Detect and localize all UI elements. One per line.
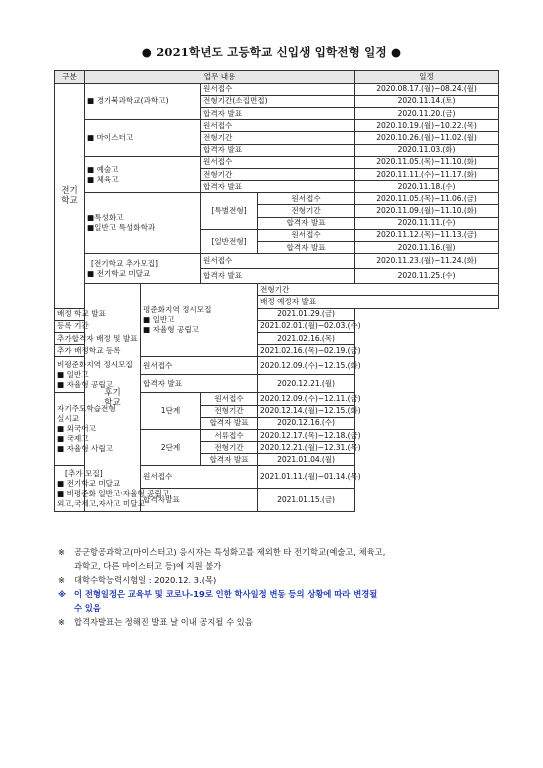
date-cell: 2020.11.12.(목)~11.13.(금) bbox=[355, 229, 499, 241]
notes-section bbox=[58, 545, 498, 629]
task-item: 원서접수 bbox=[258, 193, 355, 205]
group-equalized bbox=[141, 284, 258, 357]
date-cell: 2020.12.21.(월) bbox=[258, 375, 355, 393]
date-cell: 2020.12.16.(수) bbox=[258, 417, 355, 429]
group-meister: ■ 마이스터고 bbox=[85, 120, 201, 157]
note-line: 수 있음 bbox=[74, 603, 101, 613]
date-cell: 2020.10.19.(월)~10.22.(목) bbox=[355, 120, 499, 132]
general-admission-label: [일반전형] bbox=[201, 229, 258, 253]
table-row bbox=[55, 393, 499, 405]
task-item: 합격자 발표 bbox=[201, 454, 258, 466]
table-row bbox=[55, 466, 499, 489]
group-line: ■ 전기학교 미달교 bbox=[87, 268, 151, 278]
task-item: 전형기간 bbox=[201, 132, 355, 144]
note-4 bbox=[58, 615, 498, 629]
task-item: 원서접수 bbox=[141, 357, 258, 375]
table-row bbox=[55, 156, 499, 168]
date-cell: 2020.11.25.(수) bbox=[355, 269, 499, 284]
table-row bbox=[55, 320, 499, 332]
date-cell: 2020.12.21.(월)~12.31.(목) bbox=[258, 442, 355, 454]
date-cell: 2021.02.16.(목)~02.19.(금) bbox=[258, 345, 355, 357]
date-cell: 2020.12.14.(월)~12.15.(화) bbox=[258, 405, 355, 417]
date-cell: 2020.11.03.(화) bbox=[355, 144, 499, 156]
task-item: 전형기간 bbox=[258, 205, 355, 217]
note-line: 과학고, 다른 마이스터고 등)에 지원 불가 bbox=[74, 561, 222, 571]
header-date: 일정 bbox=[355, 71, 499, 84]
note-1 bbox=[58, 545, 498, 573]
group-line: 외고,국제고,자사고 미달교 bbox=[57, 498, 145, 508]
table-row bbox=[55, 120, 499, 132]
group-line: 자기주도학습전형 bbox=[57, 404, 116, 414]
task-item: 전형기간 bbox=[201, 405, 258, 417]
task-item: 전형기간(소집면접) bbox=[201, 95, 355, 107]
group-line: ■ 외국어고 bbox=[57, 424, 96, 434]
date-cell: 2020.10.26.(월)~11.02.(월) bbox=[355, 132, 499, 144]
table-row bbox=[55, 345, 499, 357]
group-line: ■ 자율형 공립고 bbox=[57, 379, 114, 389]
date-cell: 2021.01.15.(금) bbox=[258, 489, 355, 512]
date-cell: 2020.11.11.(수) bbox=[355, 217, 499, 229]
group-line: 평준화지역 정시모집 bbox=[143, 305, 212, 315]
task-item: 배정 예정자 발표 bbox=[258, 296, 499, 308]
note-line: 이 전형일정은 교육부 및 코로나-19로 인한 학사일정 변동 등의 상황에 따라 변경될 bbox=[74, 589, 378, 599]
task-item: 원서접수 bbox=[201, 254, 355, 269]
schedule-table bbox=[54, 70, 499, 512]
task-item: 원서접수 bbox=[201, 83, 355, 95]
date-cell: 2020.11.16.(월) bbox=[355, 242, 499, 254]
group-line: [추가 모집] bbox=[65, 468, 103, 478]
note-3 bbox=[58, 587, 498, 615]
stage-2-label: 2단계 bbox=[141, 429, 201, 466]
date-cell: 2021.01.11.(월)~01.14.(목) bbox=[258, 466, 355, 489]
table-row bbox=[55, 308, 499, 320]
task-item: 전형기간 bbox=[201, 442, 258, 454]
note-mark: ※ bbox=[58, 575, 65, 585]
group-line: ■ 비평준화 일반고·자율형 공립고, bbox=[57, 488, 172, 498]
task-item: 원서접수 bbox=[201, 120, 355, 132]
date-cell: 2021.02.16.(목) bbox=[258, 332, 355, 344]
task-item: 합격자 발표 bbox=[258, 217, 355, 229]
date-cell: 2020.11.18.(수) bbox=[355, 181, 499, 193]
date-cell: 2020.12.17.(목)~12.18.(금) bbox=[258, 429, 355, 441]
header-task: 업무 내용 bbox=[85, 71, 355, 84]
date-cell: 2020.11.05.(목)~11.10.(화) bbox=[355, 156, 499, 168]
note-mark: ※ bbox=[58, 589, 67, 599]
task-item: 전형기간 bbox=[201, 168, 355, 180]
note-line: 대학수학능력시험일 : 2020.12. 3.(목) bbox=[74, 575, 217, 585]
date-cell: 2021.01.29.(금) bbox=[258, 308, 355, 320]
note-line: 공군항공과학고(마이스터고) 응시자는 특성화고를 제외한 타 전기학교(예술고, 체육고, bbox=[74, 547, 386, 557]
task-item: 합격자 발표 bbox=[141, 375, 258, 393]
group-line: ■ 자율형 사립고 bbox=[57, 444, 114, 454]
task-item: 합격자발표 bbox=[141, 489, 258, 512]
group-line: ■ 일반고 bbox=[143, 315, 175, 325]
group-line: 실시교 bbox=[57, 414, 80, 424]
group-self-directed bbox=[55, 393, 141, 466]
date-cell: 2020.12.09.(수)~12.15.(화) bbox=[258, 357, 355, 375]
group-line: ■ 일반고 bbox=[57, 369, 89, 379]
group-line: ■ 전기학교 미달교 bbox=[57, 478, 121, 488]
stage-1-label: 1단계 bbox=[141, 393, 201, 430]
task-item: 원서접수 bbox=[141, 466, 258, 489]
table-row bbox=[55, 193, 499, 205]
special-admission-label: [특별전형] bbox=[201, 193, 258, 230]
task-item: 합격자 발표 bbox=[258, 242, 355, 254]
group-non-equalized bbox=[55, 357, 141, 393]
note-mark: ※ bbox=[58, 547, 65, 557]
date-cell: 2020.11.05.(목)~11.06.(금) bbox=[355, 193, 499, 205]
date-cell: 2020.11.20.(금) bbox=[355, 107, 499, 119]
task-item: 전형기간 bbox=[258, 284, 499, 296]
group-jeongi-extra bbox=[85, 254, 201, 284]
group-line: ■ 예술고 bbox=[87, 164, 119, 174]
group-science: ■ 경기북과학교(과학고) bbox=[85, 83, 201, 120]
table-row bbox=[55, 332, 499, 344]
task-item: 추가 배정학교 등록 bbox=[55, 345, 141, 357]
note-line: 합격자발표는 정해진 발표 날 이내 공지될 수 있음 bbox=[74, 617, 253, 627]
table-header-row bbox=[55, 71, 499, 84]
date-cell: 2021.01.04.(월) bbox=[258, 454, 355, 466]
date-cell: 2020.11.09.(월)~11.10.(화) bbox=[355, 205, 499, 217]
note-mark: ※ bbox=[58, 617, 65, 627]
task-item: 합격자 발표 bbox=[201, 107, 355, 119]
date-cell: 2021.02.01.(월)~02.03.(수) bbox=[258, 320, 355, 332]
group-line: [전기학교 추가모집] bbox=[91, 258, 159, 268]
task-item: 추가합격자 배정 및 발표 bbox=[55, 332, 141, 344]
date-cell: 2020.11.11.(수)~11.17.(화) bbox=[355, 168, 499, 180]
group-arts-sports bbox=[85, 156, 201, 193]
task-item: 원서접수 bbox=[201, 156, 355, 168]
table-row bbox=[55, 357, 499, 375]
group-line: ■일반고 특성화학과 bbox=[87, 223, 156, 233]
category-hugi: 후기 학교 bbox=[85, 284, 141, 512]
group-line: ■특성화고 bbox=[87, 213, 124, 223]
page-title: ● 2021학년도 고등학교 신입생 입학전형 일정 ● bbox=[141, 45, 402, 59]
table-row bbox=[55, 284, 499, 296]
task-item: 원서접수 bbox=[201, 393, 258, 405]
date-cell: 2020.12.09.(수)~12.11.(금) bbox=[258, 393, 355, 405]
task-item: 합격자 발표 bbox=[201, 417, 258, 429]
task-item: 배정 학교 발표 bbox=[55, 308, 141, 320]
task-item: 서류접수 bbox=[201, 429, 258, 441]
task-item: 합격자 발표 bbox=[201, 181, 355, 193]
task-item: 등록 기간 bbox=[55, 320, 141, 332]
table-row bbox=[55, 83, 499, 95]
group-line: ■ 국제고 bbox=[57, 434, 89, 444]
table-row bbox=[55, 254, 499, 269]
date-cell: 2020.11.14.(토) bbox=[355, 95, 499, 107]
group-line: ■ 자율형 공립고 bbox=[143, 325, 200, 335]
group-vocational bbox=[85, 193, 201, 254]
note-2 bbox=[58, 573, 498, 587]
group-line: ■ 체육고 bbox=[87, 174, 119, 184]
date-cell: 2020.11.23.(월)~11.24.(화) bbox=[355, 254, 499, 269]
task-item: 원서접수 bbox=[258, 229, 355, 241]
category-jeongi: 전기 학교 bbox=[55, 83, 85, 308]
task-item: 합격자 발표 bbox=[201, 269, 355, 284]
task-item: 합격자 발표 bbox=[201, 144, 355, 156]
header-category: 구분 bbox=[55, 71, 85, 84]
date-cell: 2020.08.17.(월)~08.24.(월) bbox=[355, 83, 499, 95]
group-line: 비평준화지역 정시모집 bbox=[57, 359, 133, 369]
